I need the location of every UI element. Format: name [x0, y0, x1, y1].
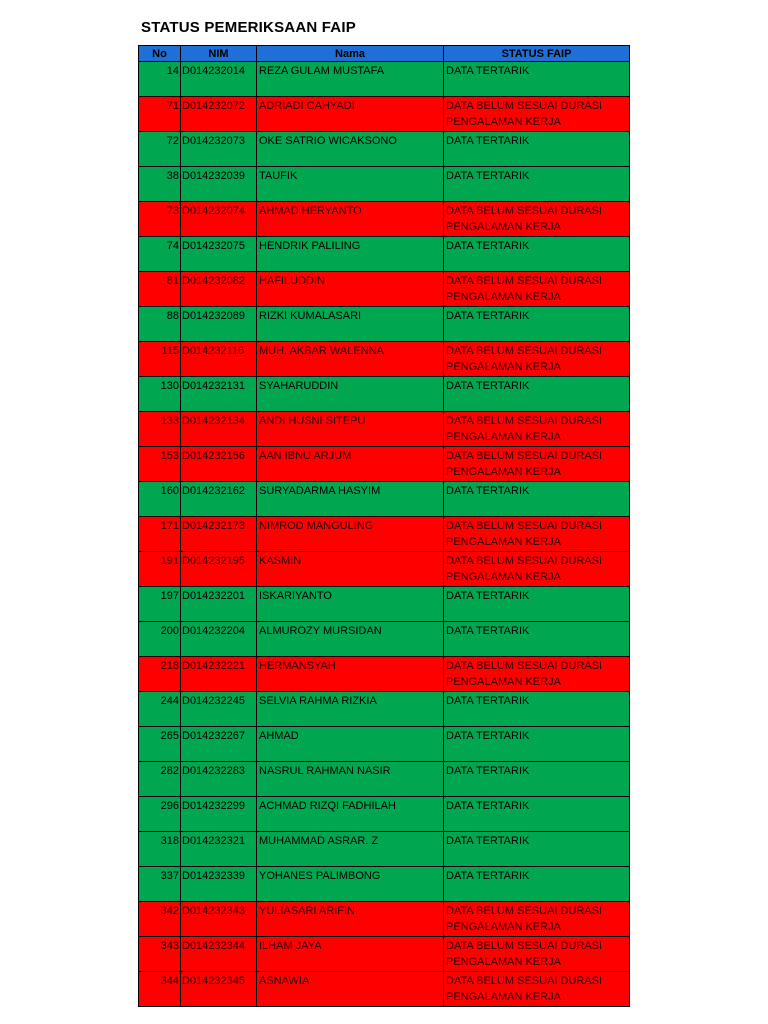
- cell-nama: NIMROD MANGULING: [257, 517, 444, 552]
- table-row: [139, 517, 630, 552]
- table-row: [139, 272, 630, 307]
- table-row: [139, 832, 630, 867]
- cell-nim: D014232345: [181, 972, 257, 1007]
- cell-no: 191: [139, 552, 181, 587]
- cell-no: 72: [139, 132, 181, 167]
- cell-nim: D014232134: [181, 412, 257, 447]
- cell-nim: D014232074: [181, 202, 257, 237]
- cell-nim: D014232131: [181, 377, 257, 412]
- cell-nama: YOHANES PALIMBONG: [257, 867, 444, 902]
- cell-no: 265: [139, 727, 181, 762]
- cell-no: 342: [139, 902, 181, 937]
- cell-nim: D014232221: [181, 657, 257, 692]
- cell-nim: D014232267: [181, 727, 257, 762]
- cell-nim: D014232162: [181, 482, 257, 517]
- cell-nim: D014232089: [181, 307, 257, 342]
- page-title: STATUS PEMERIKSAAN FAIP: [141, 19, 356, 36]
- cell-nim: D014232283: [181, 762, 257, 797]
- table-row: [139, 937, 630, 972]
- cell-nama: SURYADARMA HASYIM: [257, 482, 444, 517]
- cell-nim: D014232245: [181, 692, 257, 727]
- cell-nama: SELVIA RAHMA RIZKIA: [257, 692, 444, 727]
- cell-status: DATA BELUM SESUAI DURASI PENGALAMAN KERJA: [444, 202, 630, 237]
- cell-no: 344: [139, 972, 181, 1007]
- cell-no: 343: [139, 937, 181, 972]
- cell-status: DATA TERTARIK: [444, 167, 630, 202]
- header-no: No: [139, 46, 181, 62]
- cell-status: DATA TERTARIK: [444, 797, 630, 832]
- table-row: [139, 447, 630, 482]
- table-row: [139, 202, 630, 237]
- cell-nim: D014232339: [181, 867, 257, 902]
- header-nim: NIM: [181, 46, 257, 62]
- cell-no: 88: [139, 307, 181, 342]
- table-row: [139, 727, 630, 762]
- cell-status: DATA BELUM SESUAI DURASI PENGALAMAN KERJA: [444, 937, 630, 972]
- cell-status: DATA TERTARIK: [444, 62, 630, 97]
- cell-nama: AHMAD: [257, 727, 444, 762]
- cell-status: DATA TERTARIK: [444, 482, 630, 517]
- cell-nim: D014232344: [181, 937, 257, 972]
- cell-no: 14: [139, 62, 181, 97]
- cell-no: 337: [139, 867, 181, 902]
- cell-no: 133: [139, 412, 181, 447]
- header-status: STATUS FAIP: [444, 46, 630, 62]
- cell-status: DATA BELUM SESUAI DURASI PENGALAMAN KERJA: [444, 412, 630, 447]
- cell-status: DATA BELUM SESUAI DURASI PENGALAMAN KERJA: [444, 342, 630, 377]
- header-row: [139, 46, 630, 62]
- cell-nama: KASMIN: [257, 552, 444, 587]
- cell-nim: D014232201: [181, 587, 257, 622]
- cell-no: 81: [139, 272, 181, 307]
- cell-nama: HERMANSYAH: [257, 657, 444, 692]
- table-row: [139, 482, 630, 517]
- cell-status: DATA TERTARIK: [444, 587, 630, 622]
- cell-nama: ILHAM JAYA: [257, 937, 444, 972]
- cell-status: DATA TERTARIK: [444, 692, 630, 727]
- cell-nama: ISKARIYANTO: [257, 587, 444, 622]
- cell-nim: D014232321: [181, 832, 257, 867]
- cell-nama: SYAHARUDDIN: [257, 377, 444, 412]
- table-row: [139, 342, 630, 377]
- cell-nim: D014232195: [181, 552, 257, 587]
- cell-nama: YULIASARI ARIFIN: [257, 902, 444, 937]
- cell-nim: D014232014: [181, 62, 257, 97]
- cell-nama: HAFILUDDIN: [257, 272, 444, 307]
- cell-nim: D014232156: [181, 447, 257, 482]
- cell-nim: D014232299: [181, 797, 257, 832]
- cell-status: DATA TERTARIK: [444, 307, 630, 342]
- cell-no: 130: [139, 377, 181, 412]
- cell-no: 218: [139, 657, 181, 692]
- cell-nama: MUH. AKBAR WALENNA: [257, 342, 444, 377]
- cell-nim: D014232173: [181, 517, 257, 552]
- cell-nim: D014232073: [181, 132, 257, 167]
- cell-status: DATA TERTARIK: [444, 132, 630, 167]
- table-row: [139, 412, 630, 447]
- cell-no: 74: [139, 237, 181, 272]
- cell-status: DATA TERTARIK: [444, 762, 630, 797]
- cell-nama: ACHMAD RIZQI FADHILAH: [257, 797, 444, 832]
- cell-status: DATA TERTARIK: [444, 237, 630, 272]
- cell-nim: D014232116: [181, 342, 257, 377]
- table-row: [139, 972, 630, 1007]
- cell-no: 160: [139, 482, 181, 517]
- table-row: [139, 902, 630, 937]
- table-row: [139, 797, 630, 832]
- table-row: [139, 692, 630, 727]
- cell-nama: RIZKI KUMALASARI: [257, 307, 444, 342]
- cell-status: DATA BELUM SESUAI DURASI PENGALAMAN KERJA: [444, 97, 630, 132]
- cell-no: 244: [139, 692, 181, 727]
- cell-nim: D014232039: [181, 167, 257, 202]
- table-row: [139, 622, 630, 657]
- table-row: [139, 62, 630, 97]
- cell-status: DATA BELUM SESUAI DURASI PENGALAMAN KERJA: [444, 902, 630, 937]
- table-row: [139, 97, 630, 132]
- cell-nama: NASRUL RAHMAN NASIR: [257, 762, 444, 797]
- cell-no: 197: [139, 587, 181, 622]
- cell-status: DATA TERTARIK: [444, 727, 630, 762]
- cell-status: DATA BELUM SESUAI DURASI PENGALAMAN KERJA: [444, 517, 630, 552]
- cell-nim: D014232075: [181, 237, 257, 272]
- cell-status: DATA BELUM SESUAI DURASI PENGALAMAN KERJA: [444, 972, 630, 1007]
- cell-nim: D014232343: [181, 902, 257, 937]
- cell-no: 153: [139, 447, 181, 482]
- cell-nama: REZA GULAM MUSTAFA: [257, 62, 444, 97]
- table-body: [139, 62, 630, 1007]
- cell-status: DATA BELUM SESUAI DURASI PENGALAMAN KERJA: [444, 272, 630, 307]
- cell-nama: ADRIADI CAHYADI: [257, 97, 444, 132]
- cell-no: 73: [139, 202, 181, 237]
- table-row: [139, 762, 630, 797]
- cell-no: 200: [139, 622, 181, 657]
- table-row: [139, 377, 630, 412]
- cell-no: 71: [139, 97, 181, 132]
- table-row: [139, 307, 630, 342]
- cell-nama: HENDRIK PALILING: [257, 237, 444, 272]
- cell-no: 318: [139, 832, 181, 867]
- cell-status: DATA TERTARIK: [444, 832, 630, 867]
- cell-nama: TAUFIK: [257, 167, 444, 202]
- cell-no: 171: [139, 517, 181, 552]
- cell-nama: AHMAD HERYANTO: [257, 202, 444, 237]
- cell-status: DATA BELUM SESUAI DURASI PENGALAMAN KERJA: [444, 447, 630, 482]
- cell-status: DATA BELUM SESUAI DURASI PENGALAMAN KERJA: [444, 552, 630, 587]
- cell-nim: D014232204: [181, 622, 257, 657]
- cell-nama: MUHAMMAD ASRAR. Z: [257, 832, 444, 867]
- cell-status: DATA TERTARIK: [444, 867, 630, 902]
- cell-no: 296: [139, 797, 181, 832]
- table-header: [139, 46, 630, 62]
- cell-nama: OKE SATRIO WICAKSONO: [257, 132, 444, 167]
- table-row: [139, 587, 630, 622]
- table-row: [139, 167, 630, 202]
- cell-nim: D014232082: [181, 272, 257, 307]
- cell-status: DATA TERTARIK: [444, 622, 630, 657]
- cell-status: DATA BELUM SESUAI DURASI PENGALAMAN KERJA: [444, 657, 630, 692]
- cell-no: 282: [139, 762, 181, 797]
- table-row: [139, 867, 630, 902]
- cell-nama: ALMUROZY MURSIDAN: [257, 622, 444, 657]
- faip-status-table: [138, 45, 630, 1007]
- table-row: [139, 552, 630, 587]
- header-nama: Nama: [257, 46, 444, 62]
- cell-nama: ASNAWIA: [257, 972, 444, 1007]
- cell-status: DATA TERTARIK: [444, 377, 630, 412]
- cell-no: 38: [139, 167, 181, 202]
- cell-nama: AAN IBNU ARJUM: [257, 447, 444, 482]
- table-row: [139, 132, 630, 167]
- table-row: [139, 237, 630, 272]
- table-row: [139, 657, 630, 692]
- cell-nim: D014232072: [181, 97, 257, 132]
- cell-no: 115: [139, 342, 181, 377]
- cell-nama: ANDI HUSNI SITEPU: [257, 412, 444, 447]
